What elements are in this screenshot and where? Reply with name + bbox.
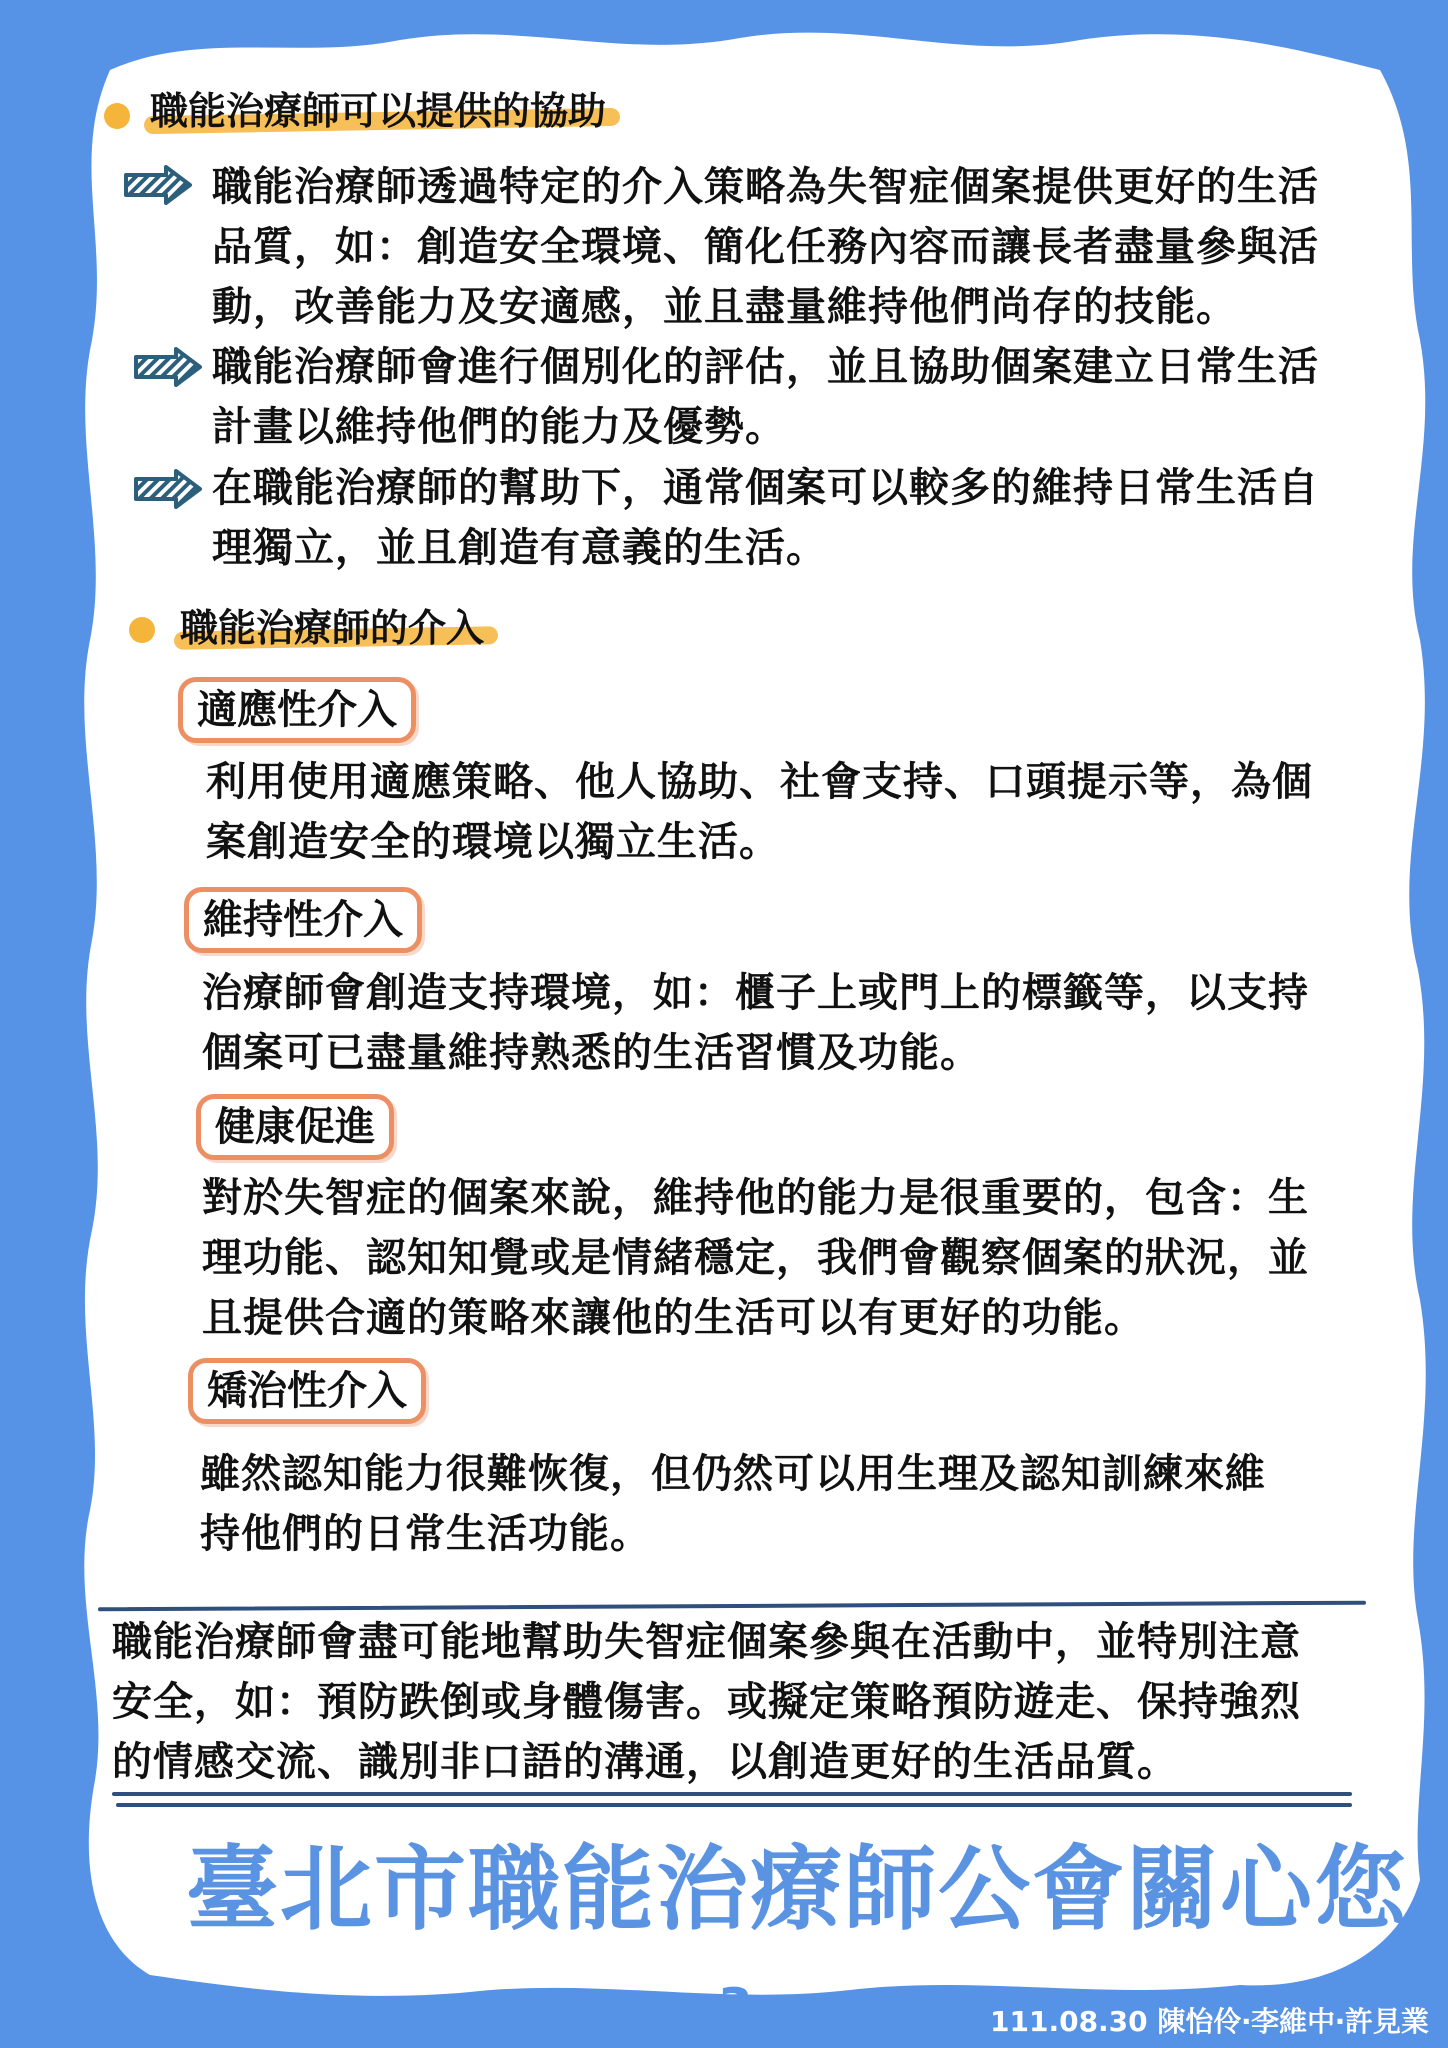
text-line: 治療師會創造支持環境，如：櫃子上或門上的標籤等，以支持 [202,970,1309,1016]
section1-item-3 [212,458,1382,578]
text-line: 品質，如：創造安全環境、簡化任務內容而讓長者盡量參與活 [212,224,1319,270]
credit-line: 111.08.30 陳怡伶‧李維中‧許見業 [990,2005,1429,2038]
striped-arrow-icon [132,469,204,509]
text-line: 且提供合適的策略來讓他的生活可以有更好的功能。 [202,1295,1145,1341]
section1-item-2 [212,337,1382,457]
block3-body [202,1168,1372,1348]
text-line: 在職能治療師的幫助下，通常個案可以較多的維持日常生活自 [212,465,1319,511]
text-line: 計畫以維持他們的能力及優勢。 [212,404,786,450]
tag-maintenance-intervention: 維持性介入 [184,887,422,953]
striped-arrow-icon [132,347,204,387]
text-line: 職能治療師會盡可能地幫助失智症個案參與在活動中，並特別注意 [112,1619,1301,1665]
summary-bottom-line-1 [112,1792,1352,1796]
text-line: 理功能、認知知覺或是情緒穩定，我們會觀察個案的狀況，並 [202,1235,1309,1281]
section1-item-1 [212,157,1382,337]
page-number: 3 [718,1978,753,2036]
text-line: 持他們的日常生活功能。 [200,1511,651,1557]
tag-remedial-intervention: 矯治性介入 [188,1358,426,1424]
text-line: 動，改善能力及安適感，並且盡量維持他們尚存的技能。 [212,284,1237,330]
block4-body [200,1444,1350,1564]
section2-heading: 職能治療師的介入 [180,605,484,651]
text-line: 職能治療師會進行個別化的評估，並且協助個案建立日常生活 [212,344,1319,390]
text-line: 利用使用適應策略、他人協助、社會支持、口頭提示等，為個 [206,759,1313,805]
section1-heading: 職能治療師可以提供的協助 [150,88,606,134]
footer-title: 臺北市職能治療師公會關心您 [186,1836,1409,1943]
text-line: 個案可已盡量維持熟悉的生活習慣及功能。 [202,1030,981,1076]
bullet-dot-icon [104,103,130,129]
tag-adaptive-intervention: 適應性介入 [178,677,416,743]
text-line: 理獨立，並且創造有意義的生活。 [212,525,827,571]
block1-body [206,752,1356,872]
block2-body [202,963,1362,1083]
text-line: 安全，如：預防跌倒或身體傷害。或擬定策略預防遊走、保持強烈 [112,1679,1301,1725]
striped-arrow-icon [122,165,194,205]
bullet-dot-icon [129,617,155,643]
text-line: 雖然認知能力很難恢復，但仍然可以用生理及認知訓練來維 [200,1451,1266,1497]
tag-health-promotion: 健康促進 [196,1094,394,1160]
summary-bottom-line-2 [116,1803,1352,1807]
text-line: 案創造安全的環境以獨立生活。 [206,819,780,865]
text-line: 對於失智症的個案來說，維持他的能力是很重要的，包含：生 [202,1175,1309,1221]
summary-text [112,1612,1372,1792]
text-line: 的情感交流、識別非口語的溝通，以創造更好的生活品質。 [112,1739,1178,1785]
text-line: 職能治療師透過特定的介入策略為失智症個案提供更好的生活 [212,164,1319,210]
